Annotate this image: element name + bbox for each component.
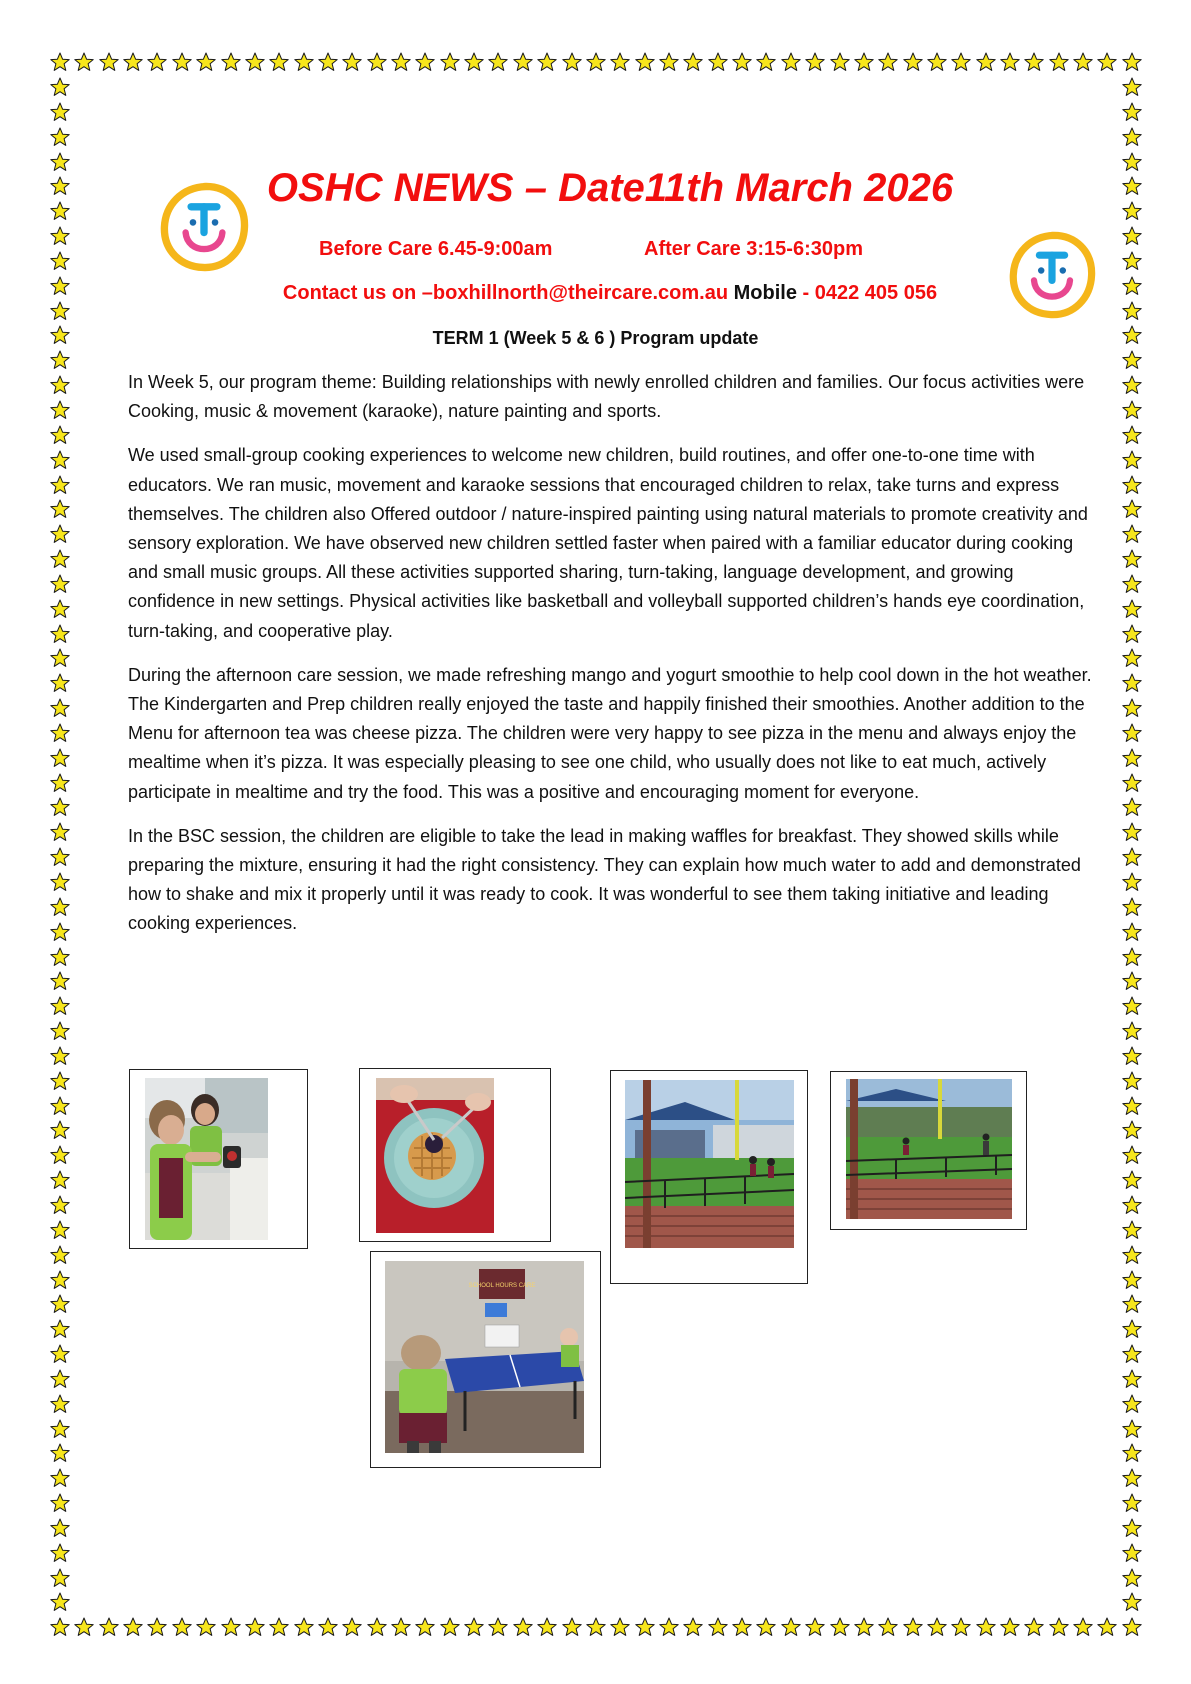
star-icon xyxy=(1122,922,1142,942)
star-icon xyxy=(50,1245,70,1265)
star-icon xyxy=(976,1617,996,1637)
star-icon xyxy=(50,574,70,594)
star-icon xyxy=(878,52,898,72)
star-icon xyxy=(1122,698,1142,718)
star-icon xyxy=(1122,52,1142,72)
star-icon xyxy=(147,1617,167,1637)
star-icon xyxy=(99,52,119,72)
table-tennis-photo-image xyxy=(385,1261,584,1453)
star-icon xyxy=(781,1617,801,1637)
star-icon xyxy=(50,201,70,221)
star-icon xyxy=(1122,574,1142,594)
star-icon xyxy=(562,52,582,72)
star-icon xyxy=(1000,52,1020,72)
star-icon xyxy=(415,1617,435,1637)
star-icon xyxy=(1122,301,1142,321)
star-icon xyxy=(50,1170,70,1190)
cooking-photo-image xyxy=(145,1078,268,1240)
star-icon xyxy=(1122,773,1142,793)
star-icon xyxy=(708,52,728,72)
star-icon xyxy=(1122,1369,1142,1389)
star-icon xyxy=(1122,1518,1142,1538)
star-icon xyxy=(50,1344,70,1364)
after-care-hours: After Care 3:15-6:30pm xyxy=(644,238,863,260)
star-icon xyxy=(50,897,70,917)
star-icon xyxy=(50,226,70,246)
star-icon xyxy=(50,723,70,743)
star-icon xyxy=(50,1443,70,1463)
star-icon xyxy=(537,52,557,72)
contact-email: Contact us on –boxhillnorth@theircare.com.au xyxy=(282,282,729,304)
star-icon xyxy=(50,1195,70,1215)
star-icon xyxy=(391,52,411,72)
star-icon xyxy=(732,52,752,72)
theircare-logo-icon xyxy=(1007,230,1097,320)
star-icon xyxy=(74,1617,94,1637)
star-icon xyxy=(708,1617,728,1637)
star-icon xyxy=(50,425,70,445)
star-icon xyxy=(1073,1617,1093,1637)
star-icon xyxy=(1122,524,1142,544)
star-icon xyxy=(1122,425,1142,445)
star-icon xyxy=(196,1617,216,1637)
star-icon xyxy=(1122,475,1142,495)
star-icon xyxy=(50,599,70,619)
star-icon xyxy=(50,102,70,122)
article-body xyxy=(128,368,1098,954)
star-icon xyxy=(50,922,70,942)
star-icon xyxy=(610,1617,630,1637)
star-icon xyxy=(830,1617,850,1637)
star-icon xyxy=(1122,1294,1142,1314)
star-icon xyxy=(50,1468,70,1488)
paragraph-afternoon-care: During the afternoon care session, we made refreshing mango and yogurt smoothie to help cool down in the hot weather. The Kindergarten and Prep children really enjoyed the taste and happily finished their smoothies. Another addition to the Menu for afternoon tea was cheese pizza. The children were very happy to see pizza in the menu and always enjoy the mealtime when it’s pizza. It was especially pleasing to see one child, who usually does not like to eat much, actively participate in mealtime and try the food. This was a positive and encouraging moment for everyone. xyxy=(128,664,1092,802)
star-icon xyxy=(586,1617,606,1637)
star-icon xyxy=(342,1617,362,1637)
star-icon xyxy=(1122,1543,1142,1563)
star-icon xyxy=(659,52,679,72)
star-icon xyxy=(1122,1468,1142,1488)
star-icon xyxy=(50,1568,70,1588)
star-icon xyxy=(1122,673,1142,693)
star-icon xyxy=(1122,325,1142,345)
paragraph-bsc-session: In the BSC session, the children are eligible to take the lead in making waffles for breakfast. They showed skills while preparing the mixture, ensuring it had the right consistency. They can explain how much water to add and demonstrated how to shake and mix it properly until it was ready to cook. It was wonderful to see them taking initiative and leading cooking experiences. xyxy=(128,825,1081,934)
star-icon xyxy=(464,52,484,72)
star-icon xyxy=(805,1617,825,1637)
star-icon xyxy=(50,1419,70,1439)
star-icon xyxy=(50,773,70,793)
star-icon xyxy=(756,52,776,72)
star-icon xyxy=(50,549,70,569)
star-icon xyxy=(537,1617,557,1637)
star-icon xyxy=(927,52,947,72)
star-icon xyxy=(1122,1617,1142,1637)
star-icon xyxy=(1122,276,1142,296)
star-icon xyxy=(1122,375,1142,395)
star-icon xyxy=(1122,152,1142,172)
star-icon xyxy=(951,52,971,72)
star-icon xyxy=(50,1394,70,1414)
star-icon xyxy=(781,52,801,72)
star-icon xyxy=(1122,797,1142,817)
star-icon xyxy=(50,996,70,1016)
star-icon xyxy=(50,400,70,420)
star-icon xyxy=(586,52,606,72)
star-icon xyxy=(123,1617,143,1637)
star-border-bottom xyxy=(50,1617,1142,1637)
star-icon xyxy=(415,52,435,72)
star-icon xyxy=(659,1617,679,1637)
star-icon xyxy=(50,947,70,967)
star-icon xyxy=(1122,996,1142,1016)
star-icon xyxy=(1122,549,1142,569)
star-icon xyxy=(50,1046,70,1066)
star-icon xyxy=(147,52,167,72)
star-icon xyxy=(1122,1270,1142,1290)
star-icon xyxy=(50,1617,70,1637)
star-icon xyxy=(513,1617,533,1637)
star-icon xyxy=(1024,1617,1044,1637)
star-icon xyxy=(99,1617,119,1637)
star-icon xyxy=(488,1617,508,1637)
star-icon xyxy=(927,1617,947,1637)
photo-cooking xyxy=(129,1069,308,1249)
star-icon xyxy=(50,673,70,693)
star-icon xyxy=(635,52,655,72)
star-icon xyxy=(1122,450,1142,470)
star-border-right xyxy=(1122,77,1142,1613)
star-icon xyxy=(1122,847,1142,867)
star-icon xyxy=(1122,102,1142,122)
star-icon xyxy=(976,52,996,72)
star-icon xyxy=(172,1617,192,1637)
star-icon xyxy=(172,52,192,72)
star-icon xyxy=(878,1617,898,1637)
waffle-photo-image xyxy=(376,1078,494,1233)
star-icon xyxy=(50,1319,70,1339)
star-icon xyxy=(610,52,630,72)
star-icon xyxy=(391,1617,411,1637)
star-icon xyxy=(50,822,70,842)
star-icon xyxy=(440,1617,460,1637)
star-icon xyxy=(269,1617,289,1637)
star-icon xyxy=(50,1294,70,1314)
paragraph-week5-theme: In Week 5, our program theme: Building relationships with newly enrolled children and families. Our focus activities were Cooking, music & movement (karaoke), nature painting and sports. xyxy=(128,372,1085,422)
star-icon xyxy=(805,52,825,72)
star-icon xyxy=(854,52,874,72)
star-icon xyxy=(50,176,70,196)
star-icon xyxy=(1122,176,1142,196)
star-icon xyxy=(294,52,314,72)
star-icon xyxy=(1122,1220,1142,1240)
star-icon xyxy=(1122,1145,1142,1165)
star-icon xyxy=(50,1021,70,1041)
star-icon xyxy=(50,350,70,370)
star-icon xyxy=(1122,1046,1142,1066)
star-icon xyxy=(50,872,70,892)
star-icon xyxy=(1049,1617,1069,1637)
star-icon xyxy=(50,1220,70,1240)
star-icon xyxy=(1122,1096,1142,1116)
star-icon xyxy=(50,1071,70,1091)
star-icon xyxy=(1122,1195,1142,1215)
star-icon xyxy=(732,1617,752,1637)
program-update-heading: TERM 1 (Week 5 & 6 ) Program update xyxy=(432,328,759,348)
before-care-hours: Before Care 6.45-9:00am xyxy=(319,238,553,260)
contact-line xyxy=(160,282,1060,305)
star-icon xyxy=(1122,1394,1142,1414)
star-icon xyxy=(1122,624,1142,644)
star-icon xyxy=(1122,251,1142,271)
star-icon xyxy=(50,251,70,271)
star-icon xyxy=(1122,400,1142,420)
star-icon xyxy=(1122,127,1142,147)
star-icon xyxy=(562,1617,582,1637)
star-icon xyxy=(50,1145,70,1165)
star-icon xyxy=(74,52,94,72)
star-icon xyxy=(294,1617,314,1637)
star-icon xyxy=(221,1617,241,1637)
star-icon xyxy=(1122,226,1142,246)
star-icon xyxy=(50,499,70,519)
star-icon xyxy=(50,450,70,470)
star-icon xyxy=(221,52,241,72)
star-icon xyxy=(123,52,143,72)
star-icon xyxy=(50,152,70,172)
star-icon xyxy=(683,1617,703,1637)
star-icon xyxy=(488,52,508,72)
star-icon xyxy=(1122,1170,1142,1190)
table-sign-text: SCHOOL HOURS CARE xyxy=(468,1283,536,1289)
star-icon xyxy=(50,847,70,867)
star-icon xyxy=(756,1617,776,1637)
star-icon xyxy=(50,127,70,147)
star-icon xyxy=(464,1617,484,1637)
star-border-left xyxy=(50,77,70,1613)
star-icon xyxy=(1000,1617,1020,1637)
star-icon xyxy=(50,698,70,718)
star-icon xyxy=(196,52,216,72)
star-icon xyxy=(50,1120,70,1140)
photo-playground-wide xyxy=(830,1071,1027,1230)
star-icon xyxy=(1024,52,1044,72)
star-icon xyxy=(1122,1344,1142,1364)
star-icon xyxy=(1122,1493,1142,1513)
star-icon xyxy=(318,52,338,72)
star-icon xyxy=(1122,1568,1142,1588)
playground-wide-photo-image xyxy=(846,1079,1012,1219)
star-icon xyxy=(1122,822,1142,842)
star-icon xyxy=(50,276,70,296)
star-icon xyxy=(50,1369,70,1389)
star-icon xyxy=(50,1543,70,1563)
star-border-top xyxy=(50,52,1142,72)
star-icon xyxy=(50,1096,70,1116)
star-icon xyxy=(1122,897,1142,917)
mobile-label: Mobile xyxy=(733,282,797,304)
star-icon xyxy=(1122,1120,1142,1140)
star-icon xyxy=(1097,1617,1117,1637)
star-icon xyxy=(1122,723,1142,743)
star-icon xyxy=(830,52,850,72)
star-icon xyxy=(1122,499,1142,519)
star-icon xyxy=(951,1617,971,1637)
star-icon xyxy=(1122,648,1142,668)
star-icon xyxy=(1122,1245,1142,1265)
star-icon xyxy=(635,1617,655,1637)
page-title: OSHC NEWS – Date11th March 2026 xyxy=(266,166,954,210)
star-icon xyxy=(50,1518,70,1538)
star-icon xyxy=(342,52,362,72)
star-icon xyxy=(50,748,70,768)
star-icon xyxy=(50,77,70,97)
star-icon xyxy=(1122,350,1142,370)
star-icon xyxy=(50,797,70,817)
star-icon xyxy=(1073,52,1093,72)
star-icon xyxy=(318,1617,338,1637)
star-icon xyxy=(1122,1319,1142,1339)
star-icon xyxy=(50,475,70,495)
photo-table-tennis xyxy=(370,1251,601,1468)
star-icon xyxy=(367,1617,387,1637)
star-icon xyxy=(50,648,70,668)
star-icon xyxy=(50,375,70,395)
star-icon xyxy=(50,52,70,72)
star-icon xyxy=(1122,77,1142,97)
star-icon xyxy=(1122,201,1142,221)
star-icon xyxy=(1049,52,1069,72)
star-icon xyxy=(1122,1071,1142,1091)
star-icon xyxy=(1122,947,1142,967)
star-icon xyxy=(1122,872,1142,892)
star-icon xyxy=(245,52,265,72)
star-icon xyxy=(50,1493,70,1513)
star-icon xyxy=(50,524,70,544)
star-icon xyxy=(513,52,533,72)
star-icon xyxy=(1122,1592,1142,1612)
star-icon xyxy=(50,301,70,321)
star-icon xyxy=(1122,1419,1142,1439)
star-icon xyxy=(903,52,923,72)
star-icon xyxy=(50,1592,70,1612)
star-icon xyxy=(1122,971,1142,991)
star-icon xyxy=(50,325,70,345)
star-icon xyxy=(50,971,70,991)
star-icon xyxy=(50,1270,70,1290)
mobile-number: - 0422 405 056 xyxy=(802,282,938,304)
star-icon xyxy=(1122,599,1142,619)
star-icon xyxy=(245,1617,265,1637)
star-icon xyxy=(1097,52,1117,72)
star-icon xyxy=(903,1617,923,1637)
star-icon xyxy=(367,52,387,72)
star-icon xyxy=(1122,1021,1142,1041)
star-icon xyxy=(1122,748,1142,768)
star-icon xyxy=(683,52,703,72)
paragraph-activities: We used small-group cooking experiences to welcome new children, build routines, and offer one-to-one time with educators. We ran music, movement and karaoke sessions that encouraged children to relax, take turns and express themselves. The children also Offered outdoor / nature-inspired painting using natural materials to promote creativity and sensory exploration. We have observed new children settled faster when paired with a familiar educator during cooking and small music groups. All these activities supported sharing, turn-taking, language development, and growing confidence in new settings. Physical activities like basketball and volleyball supported children’s hands eye coordination, turn-taking, and cooperative play. xyxy=(128,445,1088,641)
photo-playground xyxy=(610,1070,808,1284)
star-icon xyxy=(50,624,70,644)
star-icon xyxy=(269,52,289,72)
photo-waffle xyxy=(359,1068,551,1242)
playground-photo-image xyxy=(625,1080,794,1248)
star-icon xyxy=(440,52,460,72)
star-icon xyxy=(1122,1443,1142,1463)
star-icon xyxy=(854,1617,874,1637)
